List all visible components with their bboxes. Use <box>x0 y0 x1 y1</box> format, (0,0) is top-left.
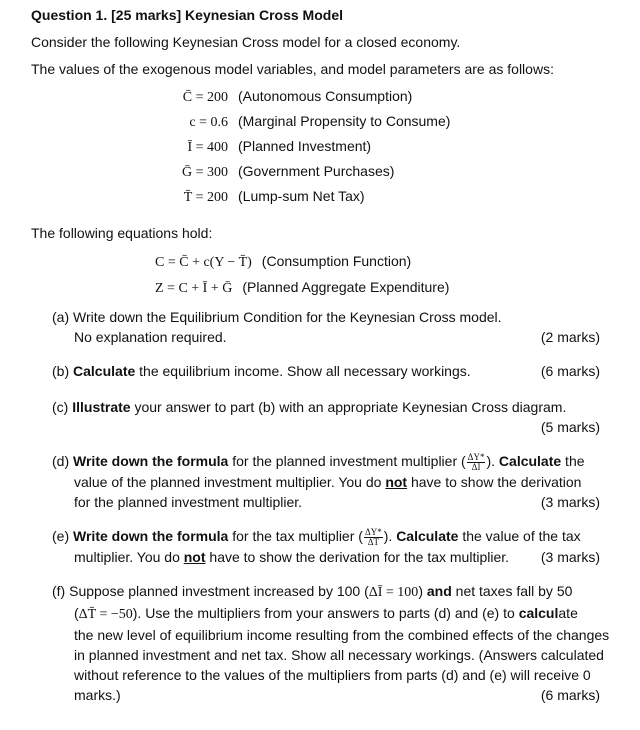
emphasis-not: not <box>385 473 408 490</box>
part-e-text-1: for the tax multiplier ( <box>228 528 363 544</box>
equation-formula: C = C̄ + c(Y − T̄) <box>155 255 252 270</box>
param-desc: (Lump-sum Net Tax) <box>238 188 365 204</box>
part-label: (f) <box>52 583 66 599</box>
part-f-text-5: ). Use the multipliers from your answers to parts (d) and (e) to <box>132 605 519 621</box>
param-row <box>118 188 365 208</box>
part-label: (b) <box>52 363 70 379</box>
param-row <box>118 138 371 158</box>
part-label: (a) <box>52 309 70 325</box>
part-b-verb: Calculate <box>73 363 136 379</box>
equation-row <box>155 253 411 273</box>
fraction-numerator: ΔY* <box>364 526 382 537</box>
part-d-verb-2: Calculate <box>498 453 562 469</box>
marks-label: (2 marks) <box>540 329 600 345</box>
part-f-text-2: ) <box>418 583 427 599</box>
fraction-numerator: ΔY* <box>467 451 485 462</box>
param-row <box>118 163 394 183</box>
question-title: Question 1. [25 marks] Keynesian Cross Model <box>31 7 343 23</box>
part-d-verb-1: Write down the formula <box>73 453 229 469</box>
part-e-verb-1: Write down the formula <box>73 528 229 544</box>
equations-intro: The following equations hold: <box>31 225 213 241</box>
investment-change: ΔĪ = 100 <box>368 585 419 600</box>
part-d-text-3: the <box>561 453 585 469</box>
param-desc: (Government Purchases) <box>238 163 395 179</box>
part-e-text-5: have to show the derivation for the tax multiplier. <box>205 548 510 565</box>
part-f-text-8: in planned investment and net tax. Show all necessary workings. (Answers calculated <box>74 647 604 663</box>
part-b <box>52 361 600 381</box>
tax-change: ΔT̄ = −50 <box>78 607 133 622</box>
part-f-text-6: ate <box>558 605 578 621</box>
part-d-text-4: value of the planned investment multiplier. You do <box>74 473 386 490</box>
marks-label: (3 marks) <box>540 548 600 565</box>
emphasis-not: not <box>183 548 206 565</box>
equation-row <box>155 279 449 299</box>
part-c-verb: Illustrate <box>72 399 131 415</box>
marks-label: (6 marks) <box>540 363 600 379</box>
part-a-text-2: No explanation required. <box>74 329 227 345</box>
equation-formula: Z = C + Ī + Ḡ <box>155 281 233 296</box>
part-f-text-10: marks.) <box>74 687 121 703</box>
param-desc: (Autonomous Consumption) <box>238 88 413 104</box>
marks-label: (5 marks) <box>540 419 600 435</box>
emphasis-and: and <box>426 583 452 599</box>
marks-label: (6 marks) <box>540 687 600 703</box>
multiplier-fraction <box>364 528 383 547</box>
multiplier-fraction <box>467 453 486 472</box>
param-desc: (Marginal Propensity to Consume) <box>238 113 451 129</box>
part-e-text-4: multiplier. You do <box>74 548 184 565</box>
part-f <box>52 581 610 705</box>
part-f-text-3: net taxes fall by 50 <box>451 583 573 599</box>
part-a-text: Write down the Equilibrium Condition for the Keynesian Cross model. <box>73 309 502 325</box>
part-e <box>52 526 600 567</box>
marks-label: (3 marks) <box>540 493 600 510</box>
part-e-text-3: the value of the tax <box>458 528 581 544</box>
part-c-text: your answer to part (b) with an appropriate Keynesian Cross diagram. <box>130 399 567 415</box>
part-d <box>52 451 600 512</box>
part-d-text-2: ). <box>486 453 499 469</box>
intro-line-2: The values of the exogenous model variables, and model parameters are as follows: <box>31 61 554 77</box>
part-f-text-4: ( <box>74 605 79 621</box>
part-label: (d) <box>52 453 70 469</box>
param-value: Ī = 400 <box>187 140 228 155</box>
part-d-text-6: for the planned investment multiplier. <box>74 493 303 510</box>
param-value: Ḡ = 300 <box>181 165 228 180</box>
param-desc: (Planned Investment) <box>238 138 372 154</box>
part-c <box>52 397 600 437</box>
part-b-text: the equilibrium income. Show all necessary workings. <box>135 363 471 379</box>
part-label: (c) <box>52 399 69 415</box>
intro-line-1: Consider the following Keynesian Cross model for a closed economy. <box>31 34 461 50</box>
equation-desc: (Planned Aggregate Expenditure) <box>242 279 450 295</box>
equation-desc: (Consumption Function) <box>261 253 412 269</box>
part-a <box>52 307 600 347</box>
part-e-text-2: ). <box>383 528 397 544</box>
emphasis-calculate: calcul <box>518 605 559 621</box>
param-row <box>118 113 450 133</box>
param-value: T̄ = 200 <box>183 190 228 205</box>
param-value: c = 0.6 <box>189 115 228 130</box>
param-value: C̄ = 200 <box>182 90 228 105</box>
part-e-verb-2: Calculate <box>396 528 459 544</box>
param-row <box>118 88 412 108</box>
part-f-text-1: Suppose planned investment increased by 100 ( <box>69 583 369 599</box>
part-f-text-9: without reference to the values of the multipliers from parts (d) and (e) will receive 0 <box>74 667 591 683</box>
fraction-denominator: ΔĪ <box>471 461 481 472</box>
part-d-text-1: for the planned investment multiplier ( <box>228 453 466 469</box>
part-label: (e) <box>52 528 70 544</box>
part-d-text-5: have to show the derivation <box>407 473 582 490</box>
part-f-text-7: the new level of equilibrium income resulting from the combined effects of the changes <box>74 627 610 643</box>
fraction-denominator: ΔT̄ <box>367 536 379 547</box>
